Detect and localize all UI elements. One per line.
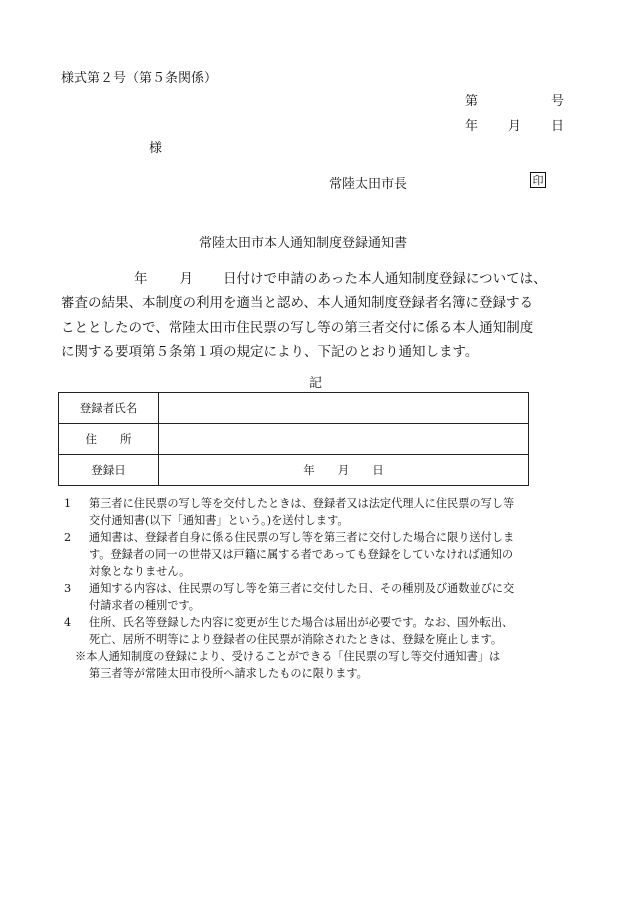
body-paragraph [61,267,563,365]
remark-line: 第三者等が常陸太田市役所へ請求したものに限ります。 [89,667,368,680]
note-item [61,495,571,529]
remark-note [61,648,571,682]
table-row [59,424,529,455]
note-line: 死亡、居所不明等により登録者の住民票が消除されたときは、登録を廃止します。 [89,633,503,646]
note-number: 2 [64,531,72,544]
note-line: 通知する内容は、住民票の写し等を第三者に交付した日、その種別及び通数並びに交 [89,582,515,595]
note-line: 対象となりません。 [89,565,191,578]
table-label-date: 登録日 [59,455,159,486]
note-number: 1 [64,497,72,510]
document-title: 常陸太田市本人通知制度登録通知書 [199,236,408,251]
table-row [59,393,529,424]
body-year: 年 [134,271,148,287]
address-value [159,424,529,455]
notes-section [61,495,571,682]
table-label-name: 登録者氏名 [59,393,159,424]
note-number: 3 [64,582,72,595]
date-day: 日 [551,119,565,134]
table-label-address: 住 所 [59,424,159,455]
body-line-4: に関する要項第５条第１項の規定により、下記のとおり通知します。 [61,344,479,361]
number-prefix: 第 [465,94,479,109]
body-month: 月 [179,271,193,287]
note-line: 通知書は、登録者自身に係る住民票の写し等を第三者に交付した場合に限り送付しま [89,531,515,544]
addressee-suffix: 様 [149,141,163,156]
note-item [61,614,571,648]
date-year: 年 [465,119,479,134]
date-month: 月 [508,119,522,134]
remark-line: ※本人通知制度の登録により、受けることができる「住民票の写し等交付通知書」は [75,650,501,663]
issuer-name: 常陸太田市長 [329,177,408,192]
registration-table [58,392,529,486]
note-number: 4 [64,616,72,629]
note-item [61,580,571,614]
form-number: 様式第２号（第５条関係） [61,71,218,86]
note-line: 住所、氏名等登録した内容に変更が生じた場合は届出が必要です。なお、国外転出、 [89,616,514,629]
registration-date-value: 年 月 日 [159,455,529,486]
note-item [61,529,571,580]
table-row [59,455,529,486]
record-label: 記 [309,376,323,391]
body-line-3: こととしたので、常陸太田市住民票の写し等の第三者交付に係る本人通知制度 [61,319,534,336]
number-suffix: 号 [551,94,565,109]
note-line: 交付通知書(以下「通知書」という。)を送付します。 [89,514,349,527]
note-line: 付請求者の種別です。 [89,599,200,612]
registrant-name-value [159,393,529,424]
seal-mark: 印 [530,172,546,188]
note-line: す。登録者の同一の世帯又は戸籍に属する者であっても登録をしていなければ通知の [89,548,514,561]
note-line: 第三者に住民票の写し等を交付したときは、登録者又は法定代理人に住民票の写し等 [89,497,515,510]
body-line-2: 審査の結果、本制度の利用を適当と認め、本人通知制度登録者名簿に登録する [61,295,533,312]
body-line-1 [61,267,563,291]
body-line-1-text: 日付けで申請のあった本人通知制度登録については、 [223,271,547,287]
